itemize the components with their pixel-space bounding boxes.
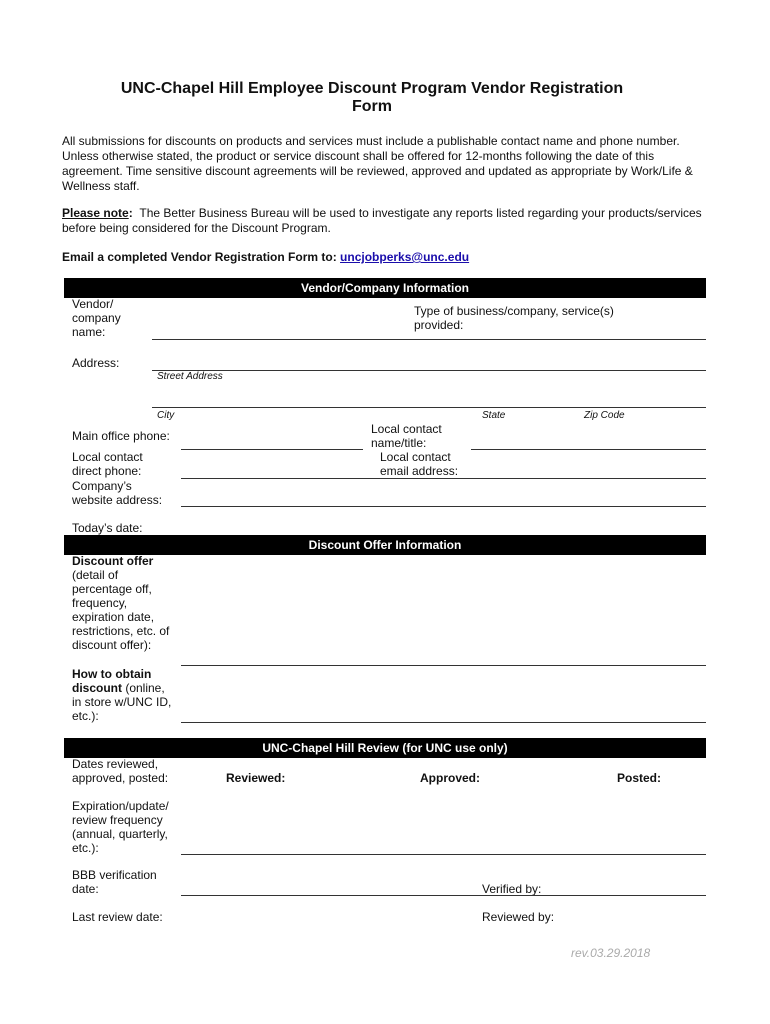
reviewed-label: Reviewed:	[226, 771, 286, 785]
email-link[interactable]: uncjobperks@unc.edu	[340, 250, 470, 264]
bbb-verification-field[interactable]	[181, 895, 706, 896]
zip-caption: Zip Code	[584, 410, 625, 421]
discount-offer-label-bold: Discount offer	[72, 554, 154, 568]
form-title-line2: Form	[352, 98, 392, 115]
discount-section-header: Discount Offer Information	[64, 535, 706, 555]
vendor-name-label: Vendor/ company name:	[72, 297, 121, 339]
revision-number: rev.03.29.2018	[571, 946, 651, 960]
obtain-discount-label-rest: (online, in store w/UNC ID, etc.):	[72, 681, 172, 723]
approved-label: Approved:	[420, 771, 480, 785]
vendor-section-header: Vendor/Company Information	[64, 278, 706, 298]
vendor-name-field[interactable]	[152, 339, 706, 340]
city-state-zip-field[interactable]	[152, 407, 706, 408]
website-label: Company’s website address:	[72, 479, 163, 507]
city-caption: City	[157, 410, 175, 421]
main-phone-field[interactable]	[181, 449, 363, 450]
website-field[interactable]	[181, 506, 706, 507]
expiration-field[interactable]	[181, 854, 706, 855]
todays-date-label: Today’s date:	[72, 521, 143, 535]
street-address-field[interactable]	[152, 370, 706, 371]
last-review-label: Last review date:	[72, 910, 163, 924]
form-title	[62, 80, 682, 116]
state-caption: State	[482, 410, 506, 421]
note-text: The Better Business Bureau will be used to investigate any reports listed regarding your products/services before being considered for the Discount Program.	[62, 206, 702, 235]
intro-paragraph: All submissions for discounts on products and services must include a publishable contact name and phone number. Unless otherwise stated, the product or service discount shall be offered for 12-months following the date of this agreement. Time sensitive discount agreements will be reviewed, approved and updated as appropriate by Work/Life & Wellness staff.	[62, 134, 693, 193]
note-paragraph	[62, 206, 712, 236]
street-address-caption: Street Address	[157, 371, 223, 382]
form-title-line1: UNC-Chapel Hill Employee Discount Program Vendor Registration	[120, 80, 624, 97]
address-label: Address:	[72, 356, 120, 370]
discount-offer-label-rest: (detail of percentage off, frequency, expiration date, restrictions, etc. of discount offer):	[72, 568, 170, 652]
obtain-discount-label	[72, 667, 176, 723]
email-prompt: Email a completed Vendor Registration Form to:	[62, 250, 341, 264]
local-contact-name-label: Local contact name/title:	[371, 422, 442, 450]
local-contact-phone-label: Local contact direct phone:	[72, 450, 143, 478]
note-label: Please note	[62, 206, 129, 220]
reviewed-by-label: Reviewed by:	[482, 910, 555, 924]
local-contact-email-label: Local contact email address:	[380, 450, 459, 478]
dates-reviewed-label: Dates reviewed, approved, posted:	[72, 757, 169, 785]
main-phone-label: Main office phone:	[72, 429, 170, 443]
verified-by-label: Verified by:	[482, 882, 542, 896]
discount-offer-field[interactable]	[181, 665, 706, 666]
local-contact-phone-email-field[interactable]	[181, 478, 706, 479]
expiration-label: Expiration/update/ review frequency (annual, quarterly, etc.):	[72, 799, 169, 855]
local-contact-name-field[interactable]	[471, 449, 706, 450]
discount-offer-label	[72, 554, 176, 652]
review-section-header: UNC-Chapel Hill Review (for UNC use only)	[64, 738, 706, 758]
business-type-label: Type of business/company, service(s) provided:	[414, 304, 614, 332]
obtain-discount-field[interactable]	[181, 722, 706, 723]
obtain-discount-label-bold: How to obtain discount	[72, 667, 152, 695]
note-colon: :	[128, 206, 133, 220]
email-line	[62, 250, 712, 265]
bbb-verification-label: BBB verification date:	[72, 868, 157, 896]
posted-label: Posted:	[617, 771, 662, 785]
